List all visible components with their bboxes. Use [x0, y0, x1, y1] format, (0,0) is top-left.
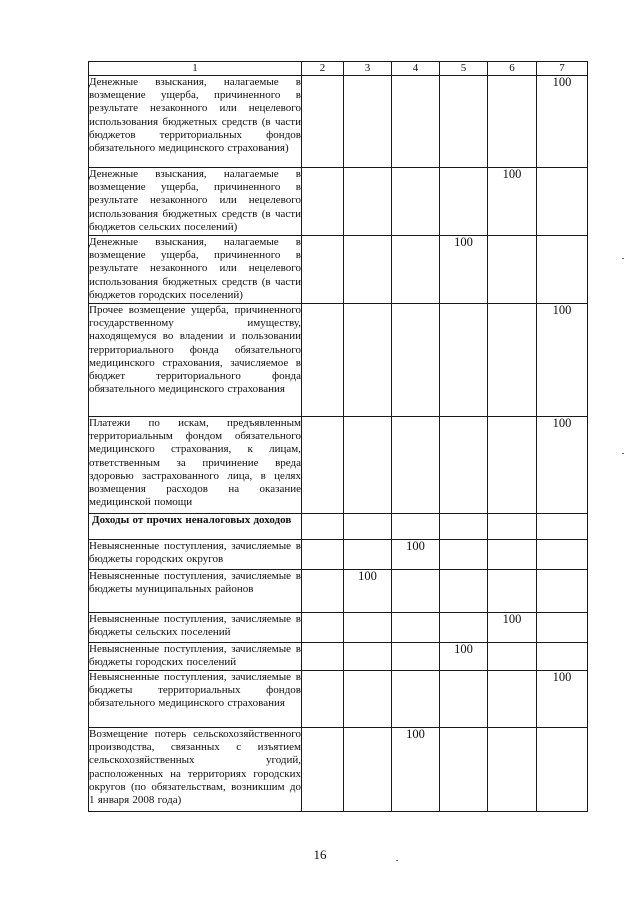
cell-col-6: [488, 417, 537, 514]
scan-speck: [622, 453, 624, 454]
page-number: 16: [313, 847, 327, 862]
cell-col-6: [488, 304, 537, 417]
cell-col-2: [302, 613, 344, 643]
cell-col-2: [302, 304, 344, 417]
cell-col-5: [440, 728, 488, 812]
cell-col-5: [440, 514, 488, 540]
cell-col-4: [392, 304, 440, 417]
column-header-3: 3: [344, 62, 392, 76]
row-description: Невыясненные поступления, зачисляемые в бюджеты городских округов: [89, 540, 302, 570]
cell-col-5: [440, 304, 488, 417]
cell-col-5: [440, 570, 488, 613]
cell-col-4: [392, 168, 440, 236]
cell-col-7: [537, 540, 588, 570]
cell-col-4: [392, 613, 440, 643]
cell-col-3: [344, 304, 392, 417]
row-description: Невыясненные поступления, зачисляемые в бюджеты территориальных фондов обязательного медицинского страхования: [89, 671, 302, 728]
row-description: Возмещение потерь сельскохозяйственного производства, связанных с изъятием сельскохозяйственных угодий, расположенных на территориях городских округов (по обязательствам, возникшим до 1 января 2008 года): [89, 728, 302, 812]
cell-col-7: 100: [537, 76, 588, 168]
cell-col-6: [488, 643, 537, 671]
row-description: Прочее возмещение ущерба, причиненного государственному имуществу, находящемуся во владении и пользовании территориального фонда обязательного медицинского страхования, зачисляемое в бюджет территориального фонда обязательного медицинского страхования: [89, 304, 302, 417]
cell-col-5: [440, 613, 488, 643]
cell-col-2: [302, 643, 344, 671]
cell-col-3: [344, 76, 392, 168]
cell-col-2: [302, 540, 344, 570]
cell-col-7: [537, 728, 588, 812]
row-description: Невыясненные поступления, зачисляемые в бюджеты городских поселений: [89, 643, 302, 671]
column-header-1: 1: [89, 62, 302, 76]
cell-col-6: [488, 540, 537, 570]
table-row: [89, 168, 588, 236]
cell-col-2: [302, 76, 344, 168]
cell-col-7: [537, 570, 588, 613]
column-header-5: 5: [440, 62, 488, 76]
table-row: [89, 728, 588, 812]
table-row: [89, 76, 588, 168]
cell-col-4: [392, 417, 440, 514]
column-header-6: 6: [488, 62, 537, 76]
cell-col-4: [392, 671, 440, 728]
cell-col-5: [440, 540, 488, 570]
row-description: Денежные взыскания, налагаемые в возмещение ущерба, причиненного в результате незаконного или нецелевого использования бюджетных средств (в части бюджетов территориальных фондов обязательного медицинского страхования): [89, 76, 302, 168]
cell-col-6: [488, 671, 537, 728]
cell-col-5: [440, 168, 488, 236]
row-description: Невыясненные поступления, зачисляемые в бюджеты сельских поселений: [89, 613, 302, 643]
cell-col-3: [344, 643, 392, 671]
cell-col-6: 100: [488, 613, 537, 643]
cell-col-3: [344, 613, 392, 643]
cell-col-3: [344, 514, 392, 540]
cell-col-3: [344, 671, 392, 728]
cell-col-6: [488, 76, 537, 168]
cell-col-5: [440, 417, 488, 514]
row-description: Невыясненные поступления, зачисляемые в бюджеты муниципальных районов: [89, 570, 302, 613]
table-row: [89, 570, 588, 613]
cell-col-3: [344, 168, 392, 236]
cell-col-7: [537, 514, 588, 540]
cell-col-2: [302, 728, 344, 812]
cell-col-3: [344, 728, 392, 812]
cell-col-2: [302, 671, 344, 728]
cell-col-7: 100: [537, 417, 588, 514]
cell-col-7: 100: [537, 304, 588, 417]
cell-col-4: [392, 570, 440, 613]
cell-col-7: [537, 168, 588, 236]
table-row: [89, 417, 588, 514]
column-header-4: 4: [392, 62, 440, 76]
cell-col-5: 100: [440, 643, 488, 671]
cell-col-5: [440, 76, 488, 168]
row-description: Денежные взыскания, налагаемые в возмещение ущерба, причиненного в результате незаконного или нецелевого использования бюджетных средств (в части бюджетов городских поселений): [89, 236, 302, 304]
row-description: Платежи по искам, предъявленным территориальным фондом обязательного медицинского страхования, к лицам, ответственным за причинение вреда здоровью застрахованного лица, в целях возмещения расходов на оказание медицинской помощи: [89, 417, 302, 514]
cell-col-6: 100: [488, 168, 537, 236]
table-row: [89, 304, 588, 417]
cell-col-6: [488, 514, 537, 540]
cell-col-3: 100: [344, 570, 392, 613]
cell-col-2: [302, 514, 344, 540]
cell-col-2: [302, 570, 344, 613]
table-row: [89, 613, 588, 643]
table-row: [89, 236, 588, 304]
cell-col-6: [488, 570, 537, 613]
cell-col-2: [302, 236, 344, 304]
revenue-distribution-table: [88, 61, 588, 812]
cell-col-4: [392, 76, 440, 168]
cell-col-5: 100: [440, 236, 488, 304]
table-row: [89, 514, 588, 540]
cell-col-7: [537, 236, 588, 304]
table-row: [89, 643, 588, 671]
cell-col-7: [537, 613, 588, 643]
cell-col-6: [488, 236, 537, 304]
cell-col-2: [302, 417, 344, 514]
cell-col-7: 100: [537, 671, 588, 728]
table-row: [89, 540, 588, 570]
column-header-7: 7: [537, 62, 588, 76]
cell-col-3: [344, 540, 392, 570]
cell-col-6: [488, 728, 537, 812]
cell-col-3: [344, 236, 392, 304]
cell-col-4: [392, 643, 440, 671]
cell-col-4: 100: [392, 540, 440, 570]
cell-col-7: [537, 643, 588, 671]
section-heading: Доходы от прочих неналоговых доходов: [89, 514, 302, 540]
cell-col-5: [440, 671, 488, 728]
cell-col-4: [392, 514, 440, 540]
scan-speck: [622, 258, 624, 259]
scan-speck: [396, 860, 398, 861]
table-row: [89, 671, 588, 728]
cell-col-2: [302, 168, 344, 236]
cell-col-4: 100: [392, 728, 440, 812]
cell-col-4: [392, 236, 440, 304]
cell-col-3: [344, 417, 392, 514]
row-description: Денежные взыскания, налагаемые в возмещение ущерба, причиненного в результате незаконного или нецелевого использования бюджетных средств (в части бюджетов сельских поселений): [89, 168, 302, 236]
table-header-row: [89, 62, 588, 76]
column-header-2: 2: [302, 62, 344, 76]
